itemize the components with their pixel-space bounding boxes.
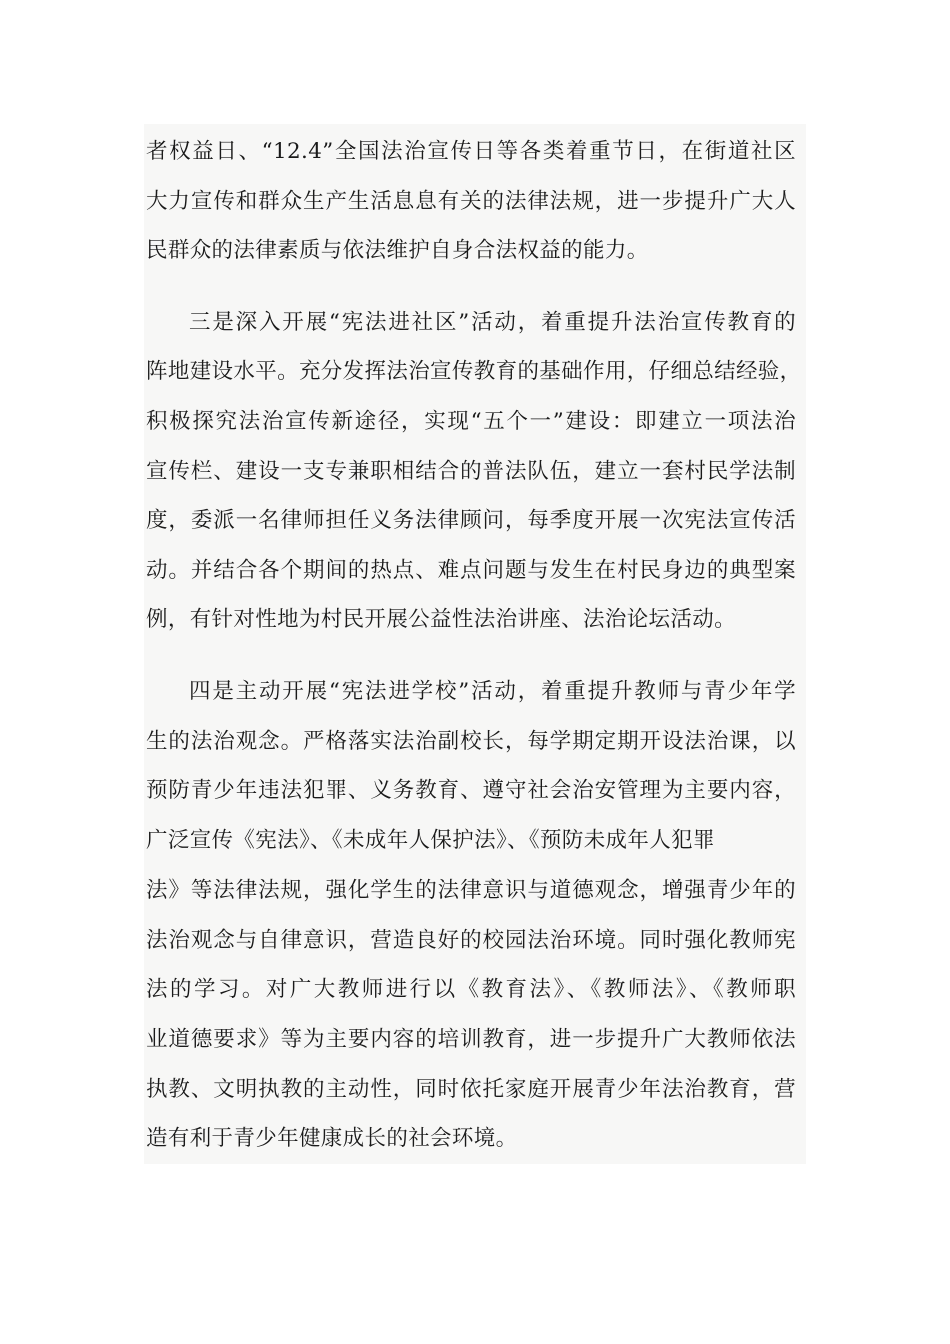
text-line: 预防青少年违法犯罪、义务教育、遵守社会治安管理为主要内容， [146, 778, 796, 803]
text-line: 大力宣传和群众生产生活息息有关的法律法规，进一步提升广大人 [146, 189, 796, 214]
text-line: 动。并结合各个期间的热点、难点问题与发生在村民身边的典型案 [146, 558, 796, 583]
text-line: 业道德要求》等为主要内容的培训教育，进一步提升广大教师依法 [146, 1027, 796, 1052]
text-line: 阵地建设水平。充分发挥法治宣传教育的基础作用，仔细总结经验， [146, 359, 802, 384]
text-line: 四是主动开展“宪法进学校”活动，着重提升教师与青少年学 [189, 679, 796, 704]
text-line: 执教、文明执教的主动性，同时依托家庭开展青少年法治教育，营 [146, 1077, 796, 1102]
text-line: 法治观念与自律意识，营造良好的校园法治环境。同时强化教师宪 [146, 928, 796, 953]
text-line: 三是深入开展“宪法进社区”活动，着重提升法治宣传教育的 [189, 310, 796, 335]
text-line: 法的学习。对广大教师进行以《教育法》、《教师法》、《教师职 [146, 977, 796, 1002]
text-line: 民群众的法律素质与依法维护自身合法权益的能力。 [146, 238, 649, 263]
text-line: 积极探究法治宣传新途径，实现“五个一”建设：即建立一项法治 [146, 409, 796, 434]
text-line: 宣传栏、建设一支专兼职相结合的普法队伍，建立一套村民学法制 [146, 459, 796, 484]
text-line: 广泛宣传《宪法》、《未成年人保护法》、《预防未成年人犯罪 [146, 828, 715, 853]
document-text-block [144, 124, 806, 1164]
text-line: 生的法治观念。严格落实法治副校长，每学期定期开设法治课，以 [146, 729, 796, 754]
text-line: 法》等法律法规，强化学生的法律意识与道德观念，增强青少年的 [146, 878, 796, 903]
text-line: 者权益日、“12.4”全国法治宣传日等各类着重节日，在街道社区 [146, 139, 796, 164]
text-line: 造有利于青少年健康成长的社会环境。 [146, 1126, 518, 1151]
text-line: 例，有针对性地为村民开展公益性法治讲座、法治论坛活动。 [146, 607, 736, 632]
text-line: 度，委派一名律师担任义务法律顾问，每季度开展一次宪法宣传活 [146, 508, 796, 533]
